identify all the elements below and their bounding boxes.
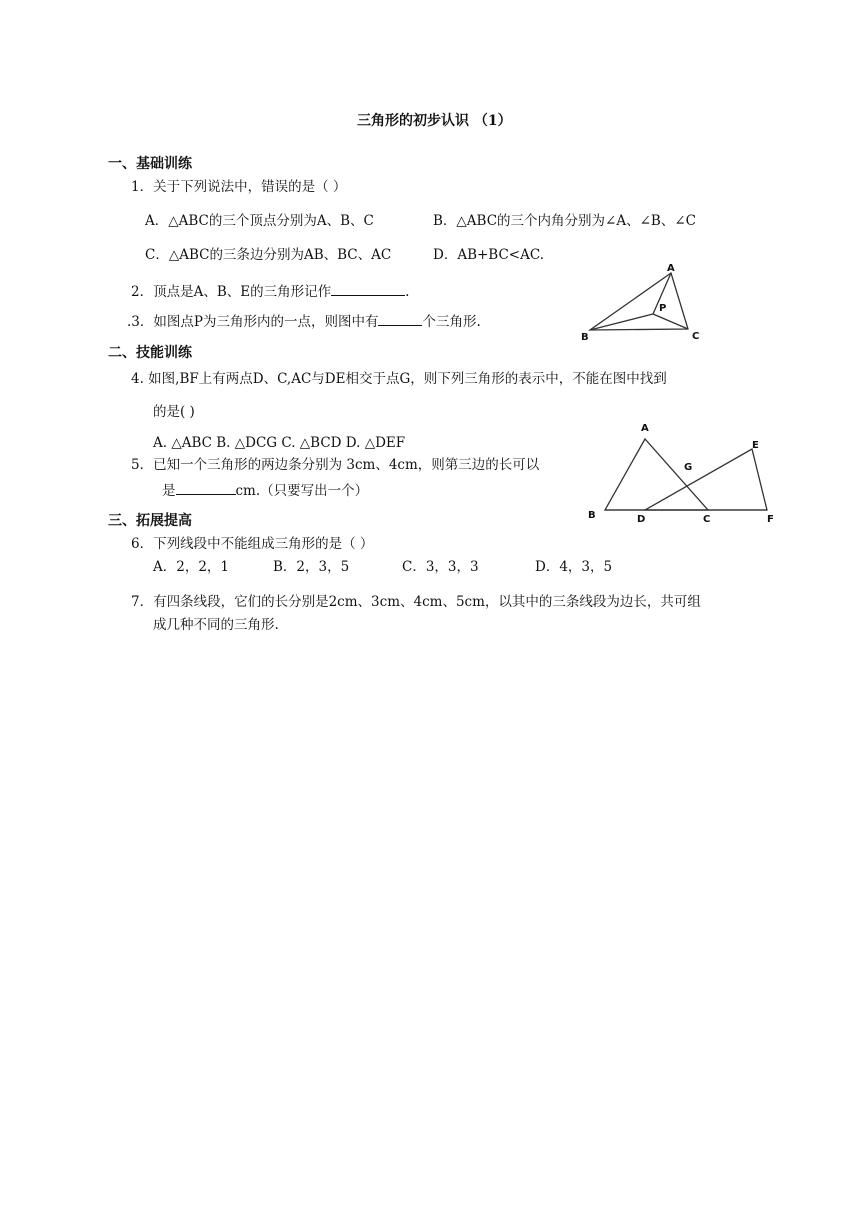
question-1-stem: 1．关于下列说法中，错误的是（ ）	[131, 179, 347, 195]
question-1-option-b: B．△ABC的三个内角分别为∠A、∠B、∠C	[433, 213, 696, 229]
question-2-text: 2．顶点是A、B、E的三角形记作	[131, 284, 332, 300]
section-heading-basic: 一、基础训练	[108, 156, 192, 172]
question-7-line-2: 成几种不同的三角形.	[153, 617, 279, 633]
vertex-label-g: G	[684, 462, 693, 473]
vertex-label-a: A	[667, 263, 675, 274]
answer-blank[interactable]	[176, 482, 236, 495]
question-3-end: 个三角形.	[422, 314, 481, 330]
question-6-option-b: B．2，3，5	[273, 559, 350, 575]
triangle-figure-2	[585, 420, 785, 530]
triangle-abc	[590, 273, 688, 330]
vertex-label-f: F	[767, 514, 774, 525]
question-6-option-a: A．2，2，1	[153, 559, 230, 575]
question-5-line-2	[162, 482, 368, 499]
question-5-text: 是	[162, 483, 176, 499]
question-6-stem: 6．下列线段中不能组成三角形的是（ ）	[131, 536, 374, 552]
question-5-line-1: 5．已知一个三角形的两边条分别为 3cm、4cm，则第三边的长可以	[131, 457, 540, 473]
question-2-end: .	[405, 284, 410, 300]
question-4-options: A. △ABC B. △DCG C. △BCD D. △DEF	[153, 435, 406, 451]
question-4-line-1: 4. 如图,BF上有两点D、C,AC与DE相交于点G，则下列三角形的表示中，不能在图中找到	[131, 371, 667, 387]
question-6-option-c: C．3，3，3	[402, 559, 479, 575]
question-6-option-d: D．4，3，5	[535, 559, 613, 575]
section-heading-skills: 二、技能训练	[108, 345, 192, 361]
vertex-label-d: D	[637, 514, 646, 525]
vertex-label-p: P	[659, 303, 667, 314]
question-5-end: cm.（只要写出一个）	[235, 483, 369, 499]
page-title: 三角形的初步认识 （1）	[357, 113, 512, 129]
question-4-line-2: 的是( )	[153, 404, 195, 420]
segment-pb	[590, 314, 653, 330]
question-7-line-1: 7．有四条线段，它们的长分别是2cm、3cm、4cm、5cm，以其中的三条线段为边长，共可组	[131, 594, 701, 610]
vertex-label-c: C	[703, 514, 711, 525]
vertex-label-b: B	[581, 332, 589, 343]
triangle-abc	[605, 439, 708, 510]
triangle-def	[645, 449, 767, 510]
vertex-label-c: C	[692, 331, 700, 342]
question-1-option-c: C．△ABC的三条边分别为AB、BC、AC	[145, 247, 392, 263]
question-3	[127, 313, 481, 330]
question-2	[131, 283, 409, 300]
section-heading-extension: 三、拓展提高	[108, 513, 192, 529]
vertex-label-e: E	[752, 440, 759, 451]
answer-blank[interactable]	[331, 283, 405, 296]
question-3-text: .3．如图点P为三角形内的一点，则图中有	[127, 314, 379, 330]
vertex-label-a: A	[641, 423, 649, 434]
triangle-figure-1	[578, 258, 728, 348]
answer-blank[interactable]	[378, 313, 422, 326]
question-1-option-d: D．AB+BC<AC.	[433, 247, 545, 263]
vertex-label-b: B	[588, 510, 596, 521]
question-1-option-a: A．△ABC的三个顶点分别为A、B、C	[145, 213, 374, 229]
segment-pc	[653, 314, 688, 329]
